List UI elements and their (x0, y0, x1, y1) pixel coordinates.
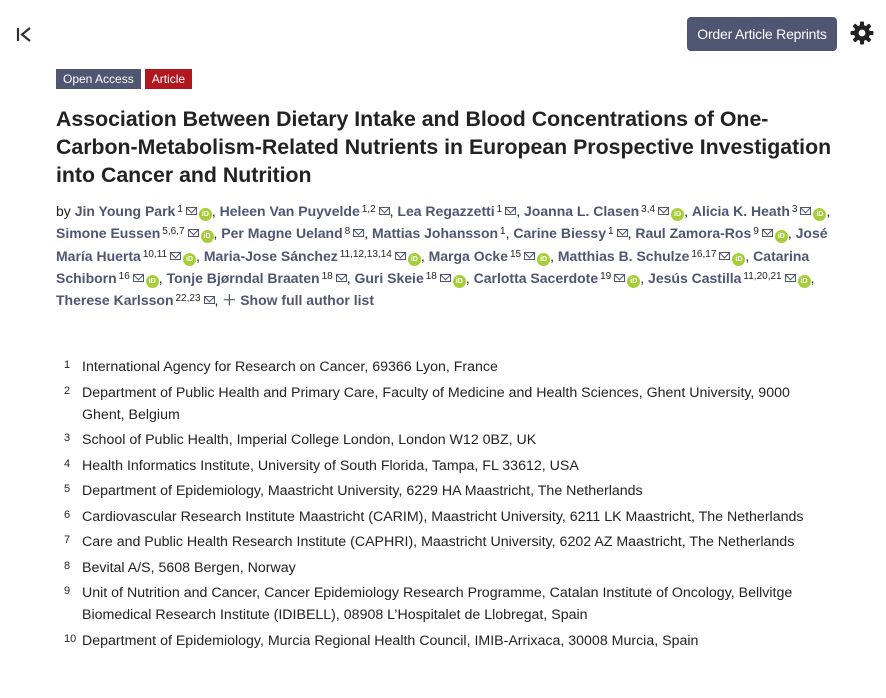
author-name[interactable]: Raul Zamora-Ros (635, 225, 752, 242)
author-item (513, 225, 627, 241)
author-name[interactable]: Guri Skeie (354, 269, 424, 286)
author-name[interactable]: Therese Karlsson (56, 292, 174, 309)
orcid-icon[interactable]: iD (813, 208, 826, 221)
show-more-label: Show full author list (240, 292, 374, 309)
author-affiliation-sup: 1 (177, 204, 183, 215)
orcid-icon[interactable]: iD (199, 208, 212, 221)
article-title: Association Between Dietary Intake and Blood Concentrations of One-Carbon-Metabolism-Related Nutrients in European Prospective Investigation into Cancer and Nutrition (56, 107, 832, 187)
author-item (648, 270, 811, 286)
envelope-icon[interactable] (524, 252, 535, 260)
author-affiliation-sup: 10,11 (142, 248, 168, 260)
author-affiliation-sup: 3,4 (641, 204, 656, 215)
author-item (372, 225, 506, 241)
orcid-icon[interactable]: iD (537, 253, 550, 266)
author-name[interactable]: Tonje Bjørndal Braaten (166, 269, 320, 286)
affiliation-text: Bevital A/S, 5608 Bergen, Norway (82, 559, 296, 576)
envelope-icon[interactable] (336, 274, 347, 282)
author-name[interactable]: Carine Biessy (513, 225, 606, 242)
author-item (692, 203, 827, 219)
author-item (56, 225, 214, 241)
affiliation-text: School of Public Health, Imperial College London, London W12 0BZ, UK (82, 432, 537, 448)
affiliation-number: 7 (64, 534, 71, 546)
envelope-icon[interactable] (658, 207, 669, 215)
affiliation-number: 5 (64, 483, 71, 495)
author-item (167, 270, 347, 286)
author-item (75, 203, 212, 219)
envelope-icon[interactable] (614, 274, 625, 282)
author-item (474, 270, 641, 286)
affiliation-text: Cardiovascular Research Institute Maastricht (CARIM), Maastricht University, 6211 LK Maastricht, The Netherlands (82, 508, 804, 525)
affiliation-number: 10 (64, 632, 77, 645)
orcid-icon[interactable]: iD (146, 275, 159, 288)
affiliation-item (56, 557, 836, 579)
affiliation-item (56, 531, 836, 553)
affiliation-text: Unit of Nutrition and Cancer, Cancer Epidemiology Research Programme, Catalan Institute of Oncology, Bellvitge Biomedical Research Institute (IDIBELL), 08908 L’Hospitalet de Llobregat, Spain (82, 585, 793, 623)
author-affiliation-sup: 3 (791, 204, 798, 215)
author-affiliation-sup: 1 (500, 226, 506, 238)
affiliation-text: Department of Epidemiology, Murcia Regional Health Council, IMIB-Arrixaca, 30008 Murcia, Spain (82, 632, 699, 649)
envelope-icon[interactable] (800, 207, 811, 215)
author-affiliation-sup: 11,12,13,14 (339, 248, 392, 260)
author-name[interactable]: Lea Regazzetti (397, 203, 495, 219)
author-item (354, 270, 465, 286)
author-list: by Jin Young Park $^1$ iD , Heleen Van Puyvelde $^{1,2}$ , Lea Regazzetti $^1$ , Joanna L. Clasen $^{3,4}$ iD , Alicia K. Heath $^3$ iD , Simone Eussen $^{5,6,7}$ iD , Per Magne Ueland $^8$ , Mattias Johansson $^1$, Carine Biessy $^1$ , Raul Zamora-Ros $^9$ iD , José María Huerta $^{10,11}$ iD , Maria-Jose Sánchez $^{11,12,13,14}$ iD , Marga Ocke $^{15}$ iD , Matthias B. Schulze $^{16,17}$ iD , Catarina Schiborn $^{16}$ iD , Tonje Bjørndal Braaten $^{18}$ , Guri Skeie $^{18}$ iD , Carlotta Sacerdote $^{19}$ iD , Jesús Castilla $^{11,20,21}$ iD , Therese Karlsson $^{22,23}$ , ＋ Show full author list (56, 203, 831, 309)
article-type-badge: Article (145, 69, 192, 89)
author-affiliation-sup: 16,17 (691, 248, 717, 260)
author-name[interactable]: Mattias Johansson (372, 225, 499, 242)
plus-icon: ＋ (222, 292, 237, 309)
author-item (635, 225, 787, 241)
envelope-icon[interactable] (440, 274, 451, 282)
author-affiliation-sup: 19 (600, 270, 612, 282)
orcid-icon[interactable]: iD (798, 275, 811, 288)
author-item (558, 248, 746, 264)
orcid-icon[interactable]: iD (671, 208, 684, 221)
affiliation-item (56, 382, 836, 426)
author-affiliation-sup: 18 (425, 270, 437, 282)
author-affiliation-sup: 11,20,21 (743, 270, 782, 282)
affiliation-number: 9 (64, 585, 71, 597)
affiliation-item (56, 480, 836, 502)
author-name[interactable]: Marga Ocke (428, 247, 508, 264)
orcid-icon[interactable]: iD (453, 275, 466, 288)
author-item (220, 203, 390, 219)
envelope-icon[interactable] (395, 252, 406, 260)
envelope-icon[interactable] (617, 229, 628, 237)
author-name[interactable]: Alicia K. Heath (691, 203, 790, 219)
author-affiliation-sup: 1 (496, 204, 503, 215)
author-affiliation-sup: 18 (321, 270, 333, 282)
affiliation-number: 6 (64, 508, 71, 521)
envelope-icon[interactable] (204, 296, 215, 304)
affiliation-item (56, 630, 836, 652)
affiliation-text: Care and Public Health Research Institute (CAPHRI), Maastricht University, 6202 AZ Maastricht, The Netherlands (82, 534, 795, 550)
author-name[interactable]: Heleen Van Puyvelde (219, 203, 360, 219)
author-affiliation-sup: 1,2 (361, 204, 376, 215)
author-affiliation-sup: 22,23 (175, 293, 201, 305)
orcid-icon[interactable]: iD (183, 253, 196, 266)
envelope-icon[interactable] (188, 229, 199, 237)
author-name[interactable]: Simone Eussen (56, 225, 161, 242)
author-name[interactable]: Jin Young Park (74, 203, 176, 219)
order-reprints-button[interactable]: Order Article Reprints (687, 17, 837, 51)
affiliation-number: 4 (64, 457, 71, 470)
affiliation-item (56, 582, 836, 626)
author-item (429, 248, 551, 264)
affiliation-number: 1 (64, 359, 71, 371)
by-label: by (56, 203, 71, 219)
envelope-icon[interactable] (353, 229, 364, 237)
orcid-icon[interactable]: iD (732, 253, 745, 266)
author-item (397, 203, 516, 219)
affiliation-text: Department of Epidemiology, Maastricht University, 6229 HA Maastricht, The Netherlands (82, 483, 643, 499)
envelope-icon[interactable] (133, 274, 144, 282)
author-name[interactable]: Matthias B. Schulze (557, 247, 690, 264)
affiliation-item (56, 429, 836, 451)
affiliation-item (56, 455, 836, 477)
affiliation-list (56, 356, 836, 655)
author-name[interactable]: Catarina Schiborn (56, 247, 810, 286)
affiliation-item (56, 506, 836, 528)
author-name[interactable]: Joanna L. Clasen (524, 203, 640, 219)
open-access-badge: Open Access (56, 69, 141, 89)
author-name[interactable]: Jesús Castilla (648, 269, 742, 286)
author-affiliation-sup: 8 (344, 226, 351, 238)
article-badges (56, 69, 192, 89)
author-item (204, 248, 421, 264)
collapse-left-icon[interactable] (14, 24, 36, 46)
orcid-icon[interactable]: iD (627, 275, 640, 288)
envelope-icon[interactable] (505, 207, 516, 215)
orcid-icon[interactable]: iD (408, 253, 421, 266)
author-affiliation-sup: 16 (118, 270, 130, 282)
affiliation-item (56, 356, 836, 378)
envelope-icon[interactable] (719, 252, 730, 260)
author-name[interactable]: Per Magne Ueland (221, 225, 343, 242)
orcid-icon[interactable]: iD (201, 230, 214, 243)
envelope-icon[interactable] (170, 252, 181, 260)
top-toolbar (0, 0, 886, 66)
envelope-icon[interactable] (785, 274, 796, 282)
affiliation-text: Health Informatics Institute, University of South Florida, Tampa, FL 33612, USA (82, 457, 579, 474)
author-affiliation-sup: 9 (753, 226, 759, 238)
author-name[interactable]: Maria-Jose Sánchez (203, 247, 338, 264)
envelope-icon[interactable] (379, 207, 390, 215)
envelope-icon[interactable] (186, 207, 197, 215)
orcid-icon[interactable]: iD (775, 230, 788, 243)
author-item (221, 225, 364, 241)
author-affiliation-sup: 15 (509, 248, 522, 260)
envelope-icon[interactable] (762, 229, 773, 237)
affiliation-number: 3 (64, 432, 71, 444)
author-item (524, 203, 684, 219)
author-affiliation-sup: 5,6,7 (162, 226, 185, 238)
show-full-author-list[interactable] (222, 292, 374, 308)
author-name[interactable]: Carlotta Sacerdote (473, 269, 599, 286)
gear-icon[interactable] (849, 20, 875, 46)
affiliation-number: 8 (64, 559, 71, 572)
affiliation-text: Department of Public Health and Primary Care, Faculty of Medicine and Health Sciences, Ghent University, 9000 Ghent, Belgium (82, 384, 790, 423)
affiliation-text: International Agency for Research on Cancer, 69366 Lyon, France (82, 359, 498, 375)
author-item (56, 292, 215, 308)
affiliation-number: 2 (64, 384, 71, 397)
author-affiliation-sup: 1 (608, 226, 614, 238)
author-name[interactable]: José María Huerta (56, 225, 828, 264)
